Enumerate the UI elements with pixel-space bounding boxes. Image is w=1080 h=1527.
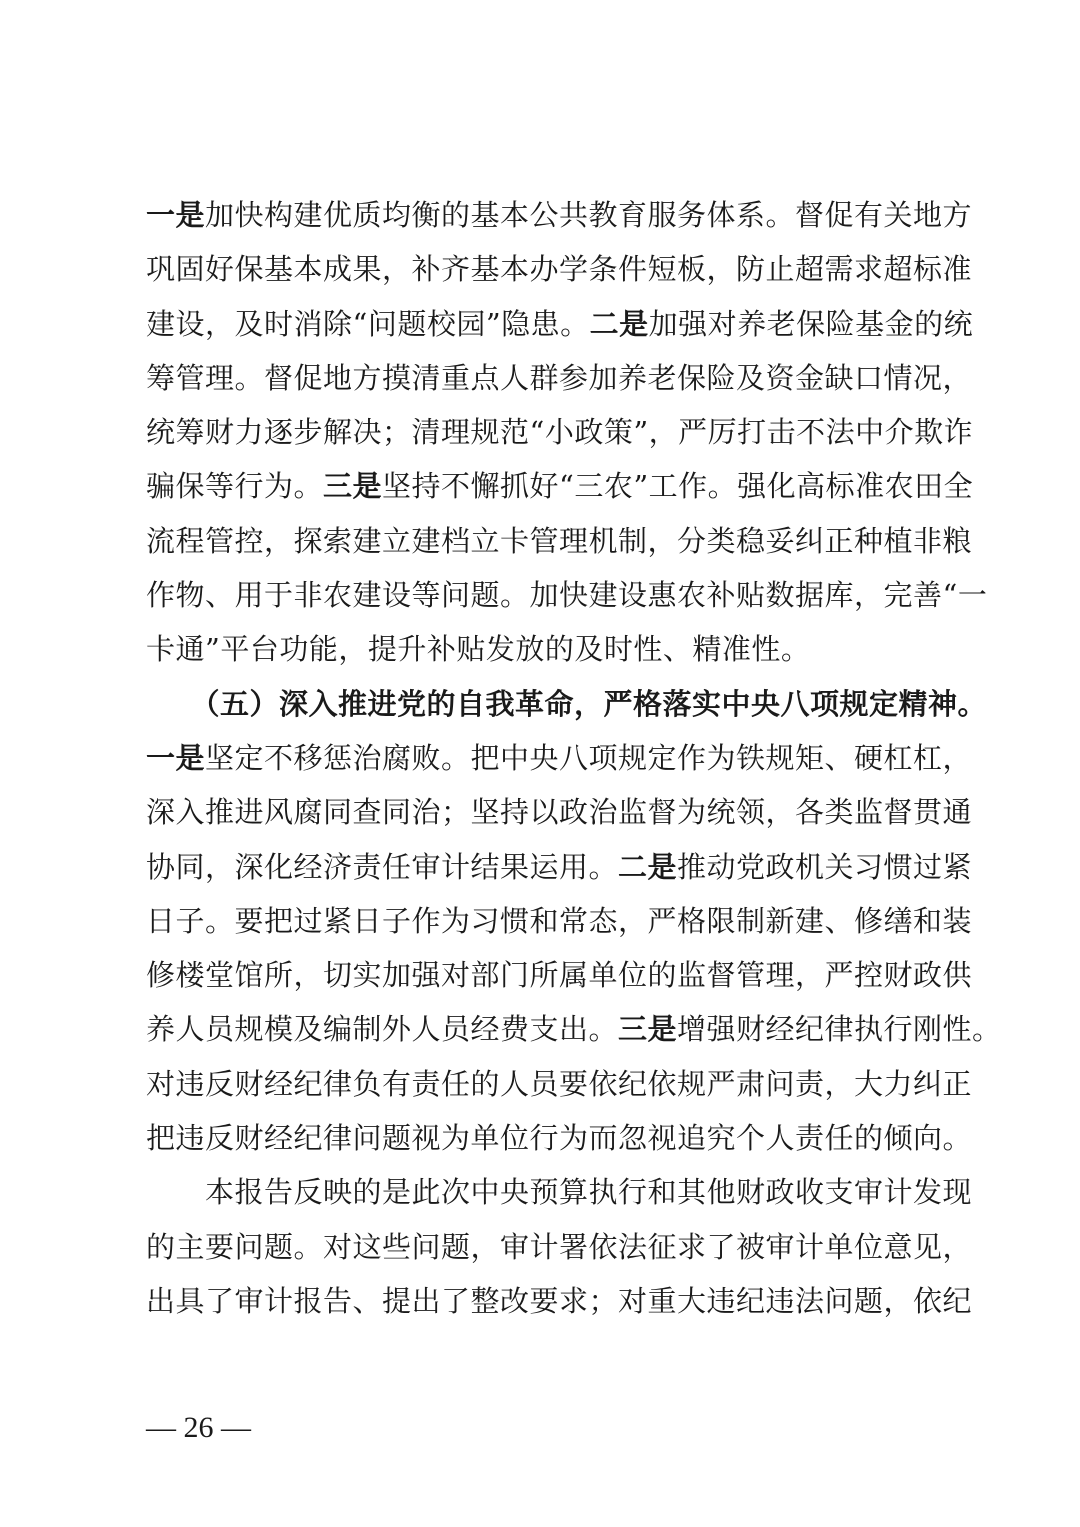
text-line (146, 351, 973, 405)
text-segment: 坚持不懈抓好“三农”工作。强化高标准农田全 (382, 469, 974, 504)
text-segment: 卡通”平台功能，提升补贴发放的及时性、精准性。 (146, 632, 811, 667)
text-line (146, 1165, 973, 1219)
text-line (146, 1220, 973, 1274)
text-segment (146, 687, 205, 721)
text-segment: 对违反财经纪律负有责任的人员要依纪依规严肃问责，大力纠正 (146, 1066, 973, 1101)
text-line (146, 242, 973, 296)
text-line (146, 459, 974, 513)
text-segment: 养人员规模及编制外人员经费支出。 (146, 1012, 619, 1047)
bold-text: 一是 (146, 198, 206, 232)
text-segment: 作物、用于非农建设等问题。加快建设惠农补贴数据库，完善“一 (146, 578, 988, 613)
text-line (146, 568, 988, 622)
bold-text: 一是 (146, 740, 206, 775)
text-segment: 深入推进风腐同查同治；坚持以政治监督为统领，各类监督贯通 (146, 795, 973, 830)
bold-text: 三是 (618, 1012, 678, 1047)
bold-text: 二是 (589, 306, 649, 341)
text-line (146, 188, 973, 242)
text-line (146, 731, 973, 785)
text-segment: 巩固好保基本成果，补齐基本办学条件短板，防止超需求超标准 (146, 252, 973, 287)
text-line (146, 405, 974, 459)
text-line (146, 948, 973, 1002)
text-segment: 协同，深化经济责任审计结果运用。 (146, 849, 619, 884)
text-segment: 加快构建优质均衡的基本公共教育服务体系。督促有关地方 (205, 198, 973, 232)
text-segment: 推动党政机关习惯过紧 (677, 849, 973, 884)
text-segment: 骗保等行为。 (146, 469, 324, 504)
text-segment: 把违反财经纪律问题视为单位行为而忽视追究个人责任的倾向。 (146, 1121, 973, 1156)
page-number: — 26 — (146, 1411, 251, 1444)
text-line (146, 297, 974, 351)
bold-text: 二是 (618, 849, 678, 884)
text-segment: 出具了审计报告、提出了整改要求；对重大违纪违法问题，依纪 (146, 1283, 973, 1318)
text-line (146, 1274, 973, 1328)
body-text (146, 188, 1002, 1328)
text-segment: 坚定不移惩治腐败。把中央八项规定作为铁规矩、硬杠杠， (205, 740, 973, 775)
text-segment: 增强财经纪律执行刚性。 (677, 1012, 1002, 1047)
text-line (146, 622, 938, 676)
text-segment: 修楼堂馆所，切实加强对部门所属单位的监督管理，严控财政供 (146, 958, 973, 993)
text-line (146, 1002, 1002, 1056)
text-line (146, 840, 973, 894)
text-segment: 建设，及时消除“问题校园”隐患。 (146, 306, 590, 341)
text-line (146, 894, 973, 948)
text-line (146, 514, 973, 568)
text-line (146, 1111, 973, 1165)
bold-text: 三是 (323, 469, 383, 504)
text-segment: 流程管控，探索建立建档立卡管理机制，分类稳妥纠正种植非粮 (146, 523, 973, 558)
text-segment: 筹管理。督促地方摸清重点人群参加养老保险及资金缺口情况， (146, 360, 973, 395)
text-line (146, 1057, 973, 1111)
text-segment: 统筹财力逐步解决；清理规范“小政策”，严厉打击不法中介欺诈 (146, 415, 974, 450)
text-segment: 的主要问题。对这些问题，审计署依法征求了被审计单位意见， (146, 1229, 973, 1264)
text-line (146, 677, 988, 731)
text-line (146, 785, 973, 839)
text-segment: 本报告反映的是此次中央预算执行和其他财政收支审计发现 (146, 1175, 973, 1210)
bold-text: （五）深入推进党的自我革命，严格落实中央八项规定精神。 (205, 686, 988, 721)
text-segment: 加强对养老保险基金的统 (648, 306, 974, 341)
text-segment: 日子。要把过紧日子作为习惯和常态，严格限制新建、修缮和装 (146, 903, 973, 938)
